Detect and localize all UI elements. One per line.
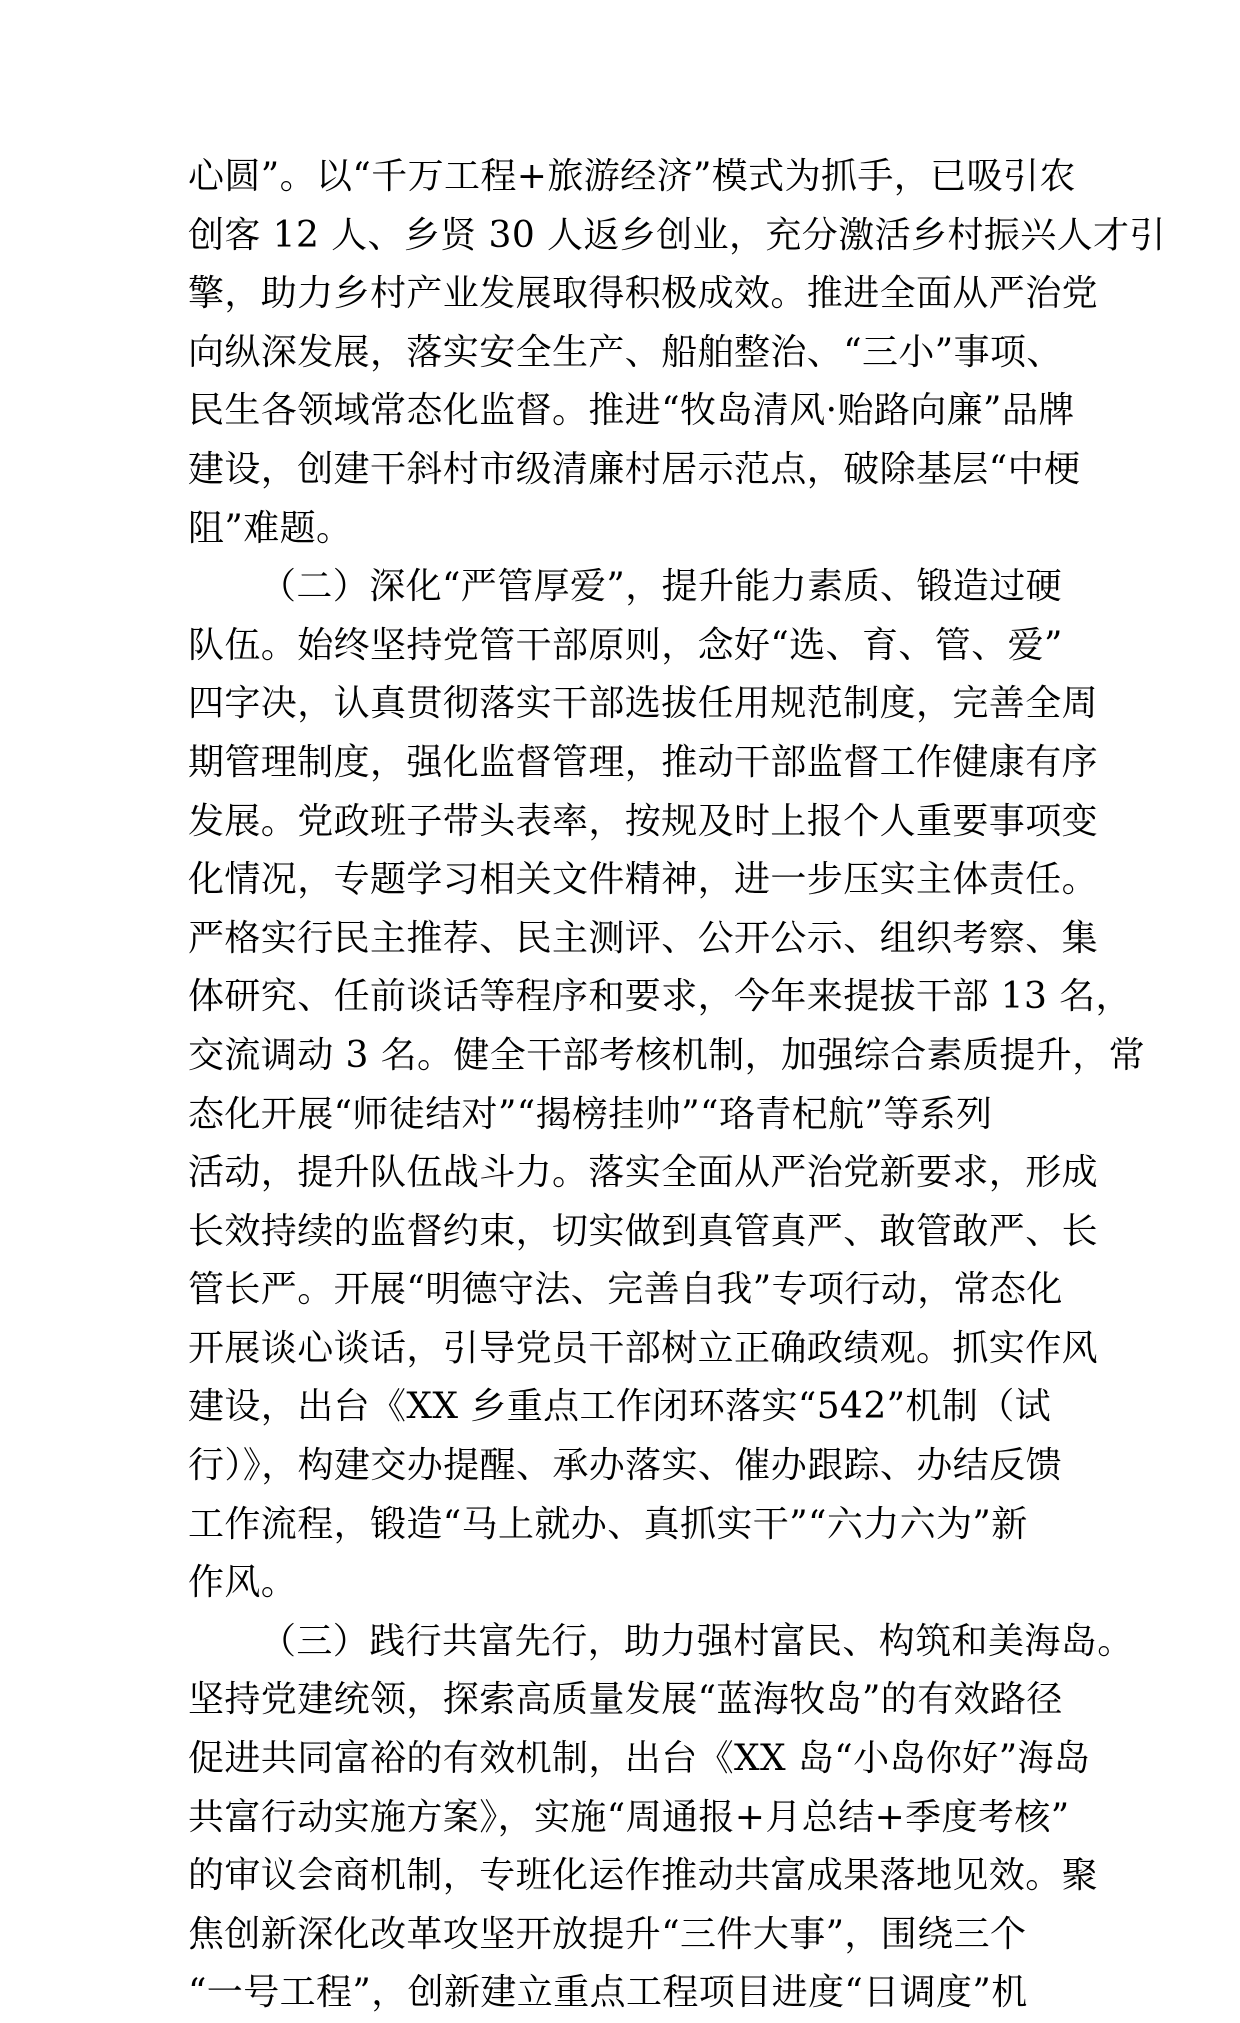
text-line: 化情况，专题学习相关文件精神，进一步压实主体责任。: [188, 859, 1099, 901]
text-line: 创客 12 人、乡贤 30 人返乡创业，充分激活乡村振兴人才引: [188, 214, 1166, 256]
body-text: [188, 148, 1166, 2023]
text-line: 发展。党政班子带头表率，按规及时上报个人重要事项变: [188, 800, 1099, 842]
text-line: 工作流程，锻造“马上就办、真抓实干”“六力六为”新: [188, 1503, 1028, 1545]
text-line: 擎，助力乡村产业发展取得积极成效。推进全面从严治党: [188, 273, 1099, 315]
text-line: 共富行动实施方案》，实施“周通报+月总结+季度考核”: [188, 1796, 1070, 1838]
text-line: 促进共同富裕的有效机制，出台《XX 岛“小岛你好”海岛: [188, 1738, 1091, 1780]
text-line: 严格实行民主推荐、民主测评、公开公示、组织考察、集: [188, 917, 1099, 959]
text-line: 坚持党建统领，探索高质量发展“蓝海牧岛”的有效路径: [188, 1679, 1063, 1721]
text-line: 行）》，构建交办提醒、承办落实、催办跟踪、办结反馈: [188, 1445, 1063, 1487]
text-line: 四字决，认真贯彻落实干部选拔任用规范制度，完善全周: [188, 683, 1099, 725]
text-line: （二）深化“严管厚爱”，提升能力素质、锻造过硬: [260, 566, 1063, 608]
text-line: “一号工程”，创新建立重点工程项目进度“日调度”机: [188, 1972, 1028, 2014]
text-line: 活动，提升队伍战斗力。落实全面从严治党新要求，形成: [188, 1152, 1099, 1194]
text-line: 作风。: [188, 1562, 298, 1604]
text-line: 建设，创建干斜村市级清廉村居示范点，破除基层“中梗: [188, 448, 1081, 490]
text-line: 管长严。开展“明德守法、完善自我”专项行动，常态化: [188, 1269, 1063, 1311]
text-line: 的审议会商机制，专班化运作推动共富成果落地见效。聚: [188, 1855, 1099, 1897]
text-line: 队伍。始终坚持党管干部原则，念好“选、育、管、爱”: [188, 624, 1063, 666]
text-line: 向纵深发展，落实安全生产、船舶整治、“三小”事项、: [188, 331, 1063, 373]
text-line: 建设，出台《XX 乡重点工作闭环落实“542”机制（试: [188, 1386, 1052, 1428]
text-line: 阻”难题。: [188, 507, 353, 549]
text-line: 体研究、任前谈话等程序和要求，今年来提拔干部 13 名，: [188, 976, 1132, 1018]
text-line: 民生各领域常态化监督。推进“牧岛清风·贻路向廉”品牌: [188, 390, 1075, 432]
text-line: 焦创新深化改革攻坚开放提升“三件大事”，围绕三个: [188, 1913, 1027, 1955]
text-line: 开展谈心谈话，引导党员干部树立正确政绩观。抓实作风: [188, 1327, 1099, 1369]
text-line: 交流调动 3 名。健全干部考核机制，加强综合素质提升，常: [188, 1034, 1145, 1076]
text-line: 期管理制度，强化监督管理，推动干部监督工作健康有序: [188, 741, 1099, 783]
text-line: 长效持续的监督约束，切实做到真管真严、敢管敢严、长: [188, 1210, 1099, 1252]
text-line: （三）践行共富先行，助力强村富民、构筑和美海岛。: [260, 1620, 1134, 1662]
text-line: 态化开展“师徒结对”“揭榜挂帅”“珞青杞航”等系列: [188, 1093, 993, 1135]
text-line: 心圆”。以“千万工程+旅游经济”模式为抓手，已吸引农: [188, 156, 1076, 197]
